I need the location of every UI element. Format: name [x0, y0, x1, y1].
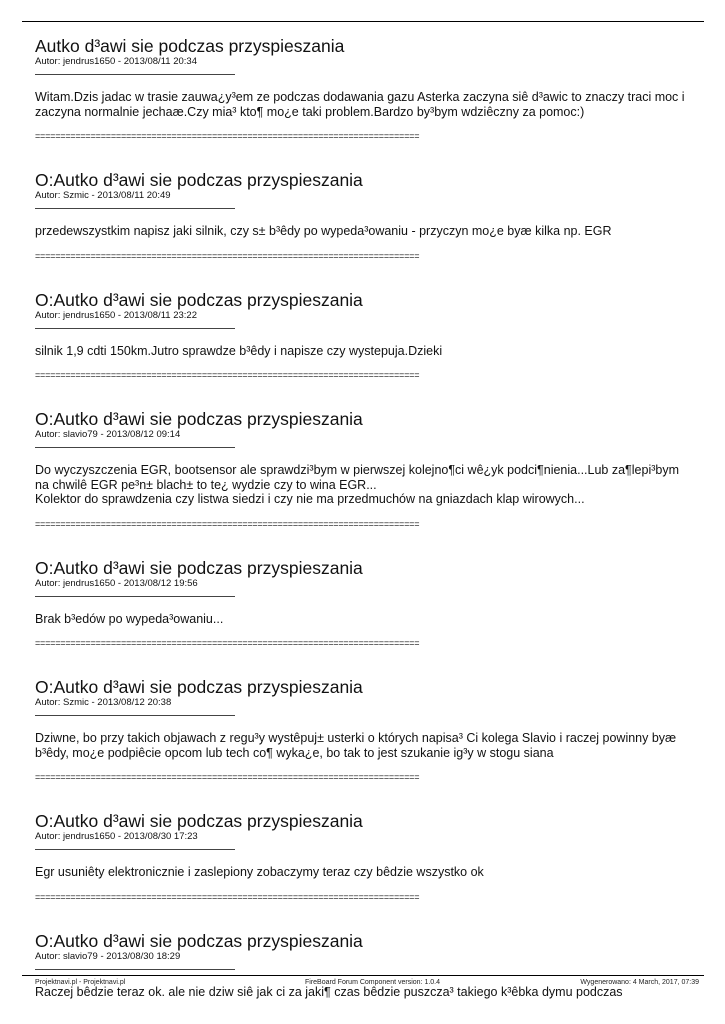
post — [35, 290, 685, 381]
post-body: silnik 1,9 cdti 150km.Jutro sprawdze b³êdy i napisze czy wystepuja.Dzieki — [35, 343, 443, 358]
post-title: O:Autko d³awi sie podczas przyspieszania — [35, 677, 363, 697]
post-separator: ============================================================================ — [35, 131, 420, 141]
post-title: O:Autko d³awi sie podczas przyspieszania — [35, 170, 363, 190]
post-meta: Autor: slavio79 - 2013/08/30 18:29 — [35, 950, 181, 962]
post — [35, 811, 685, 902]
post-separator: ============================================================================ — [35, 638, 420, 648]
meta-divider — [35, 74, 235, 75]
meta-divider — [35, 596, 235, 597]
post — [35, 409, 685, 529]
footer-site: Projektnavi.pl - Projektnavi.pl — [35, 979, 126, 986]
post-body: przedewszystkim napisz jaki silnik, czy s± b³êdy po wypeda³owaniu - przyczyn mo¿e byæ kilka np. EGR — [35, 224, 612, 238]
post-body: Brak b³edów po wypeda³owaniu... — [35, 611, 224, 626]
post — [35, 931, 685, 1000]
post — [35, 677, 685, 782]
post — [35, 170, 685, 261]
post-meta: Autor: Szmic - 2013/08/11 20:49 — [35, 190, 171, 201]
footer-rule — [22, 975, 704, 976]
post-title: O:Autko d³awi sie podczas przyspieszania — [35, 930, 363, 951]
meta-divider — [35, 208, 235, 209]
post-body: Do wyczyszczenia EGR, bootsensor ale sprawdzi³bym w pierwszej kolejno¶ci wê¿yk podci¶nienia...Lub za¶lepi³bym na chwilê EGR pe³n± blach± to te¿ wydzie czy to wina EGR... Kolektor do sprawdzenia czy listwa siedzi i czy nie ma przedmuchów na gniazdach klap wirowych... — [35, 463, 680, 506]
post — [35, 36, 685, 141]
post-title: O:Autko d³awi sie podczas przyspieszania — [35, 557, 363, 578]
meta-divider — [35, 328, 235, 329]
post-title: O:Autko d³awi sie podczas przyspieszania — [35, 811, 363, 831]
post-meta: Autor: jendrus1650 - 2013/08/12 19:56 — [35, 577, 198, 589]
post-body: Witam.Dzis jadac w trasie zauwa¿y³em ze podczas dodawania gazu Asterka zaczyna siê d³awic to znaczy traci moc i zaczyna normalnie jechaæ.Czy mia³ kto¶ mo¿e taki problem.Bardzo by³bym wdziêczny za pomoc:) — [35, 90, 685, 119]
post — [35, 558, 685, 649]
meta-divider — [35, 969, 235, 970]
post-body: Dziwne, bo przy takich objawach z regu³y wystêpuj± usterki o których napisa³ Ci kolega Slavio i raczej powinny byæ b³êdy, mo¿e podpiêcie opcom lub tech co¶ wyka¿e, bo tak to jest szukanie ig³y w stogu siana — [35, 731, 677, 760]
post-separator: ============================================================================ — [35, 518, 420, 529]
footer-component: FireBoard Forum Component version: 1.0.4 — [305, 979, 441, 986]
post-separator: ============================================================================ — [35, 370, 420, 380]
post-meta: Autor: jendrus1650 - 2013/08/11 20:34 — [35, 56, 197, 67]
post-meta: Autor: jendrus1650 - 2013/08/11 23:22 — [35, 309, 197, 321]
post-list — [35, 36, 685, 999]
post-separator: ============================================================================ — [35, 891, 420, 902]
meta-divider — [35, 447, 235, 448]
post-title: Autko d³awi sie podczas przyspieszania — [35, 36, 345, 56]
post-title: O:Autko d³awi sie podczas przyspieszania — [35, 409, 363, 429]
post-body: Raczej bêdzie teraz ok. ale nie dziw siê jak ci za jaki¶ czas bêdzie puszcza³ takiego k³êbka dymu podczas — [35, 984, 623, 999]
post-meta: Autor: jendrus1650 - 2013/08/30 17:23 — [35, 831, 198, 842]
post-separator: ============================================================================ — [35, 250, 420, 261]
top-rule — [22, 21, 704, 22]
post-meta: Autor: slavio79 - 2013/08/12 09:14 — [35, 429, 181, 440]
footer-generated: Wygenerowano: 4 March, 2017, 07:39 — [580, 979, 699, 986]
meta-divider — [35, 849, 235, 850]
post-meta: Autor: Szmic - 2013/08/12 20:38 — [35, 697, 172, 708]
post-separator: ============================================================================ — [35, 772, 420, 782]
meta-divider — [35, 715, 235, 716]
post-title: O:Autko d³awi sie podczas przyspieszania — [35, 289, 363, 310]
post-body: Egr usuniêty elektronicznie i zaslepiony zobaczymy teraz czy bêdzie wszystko ok — [35, 865, 484, 879]
